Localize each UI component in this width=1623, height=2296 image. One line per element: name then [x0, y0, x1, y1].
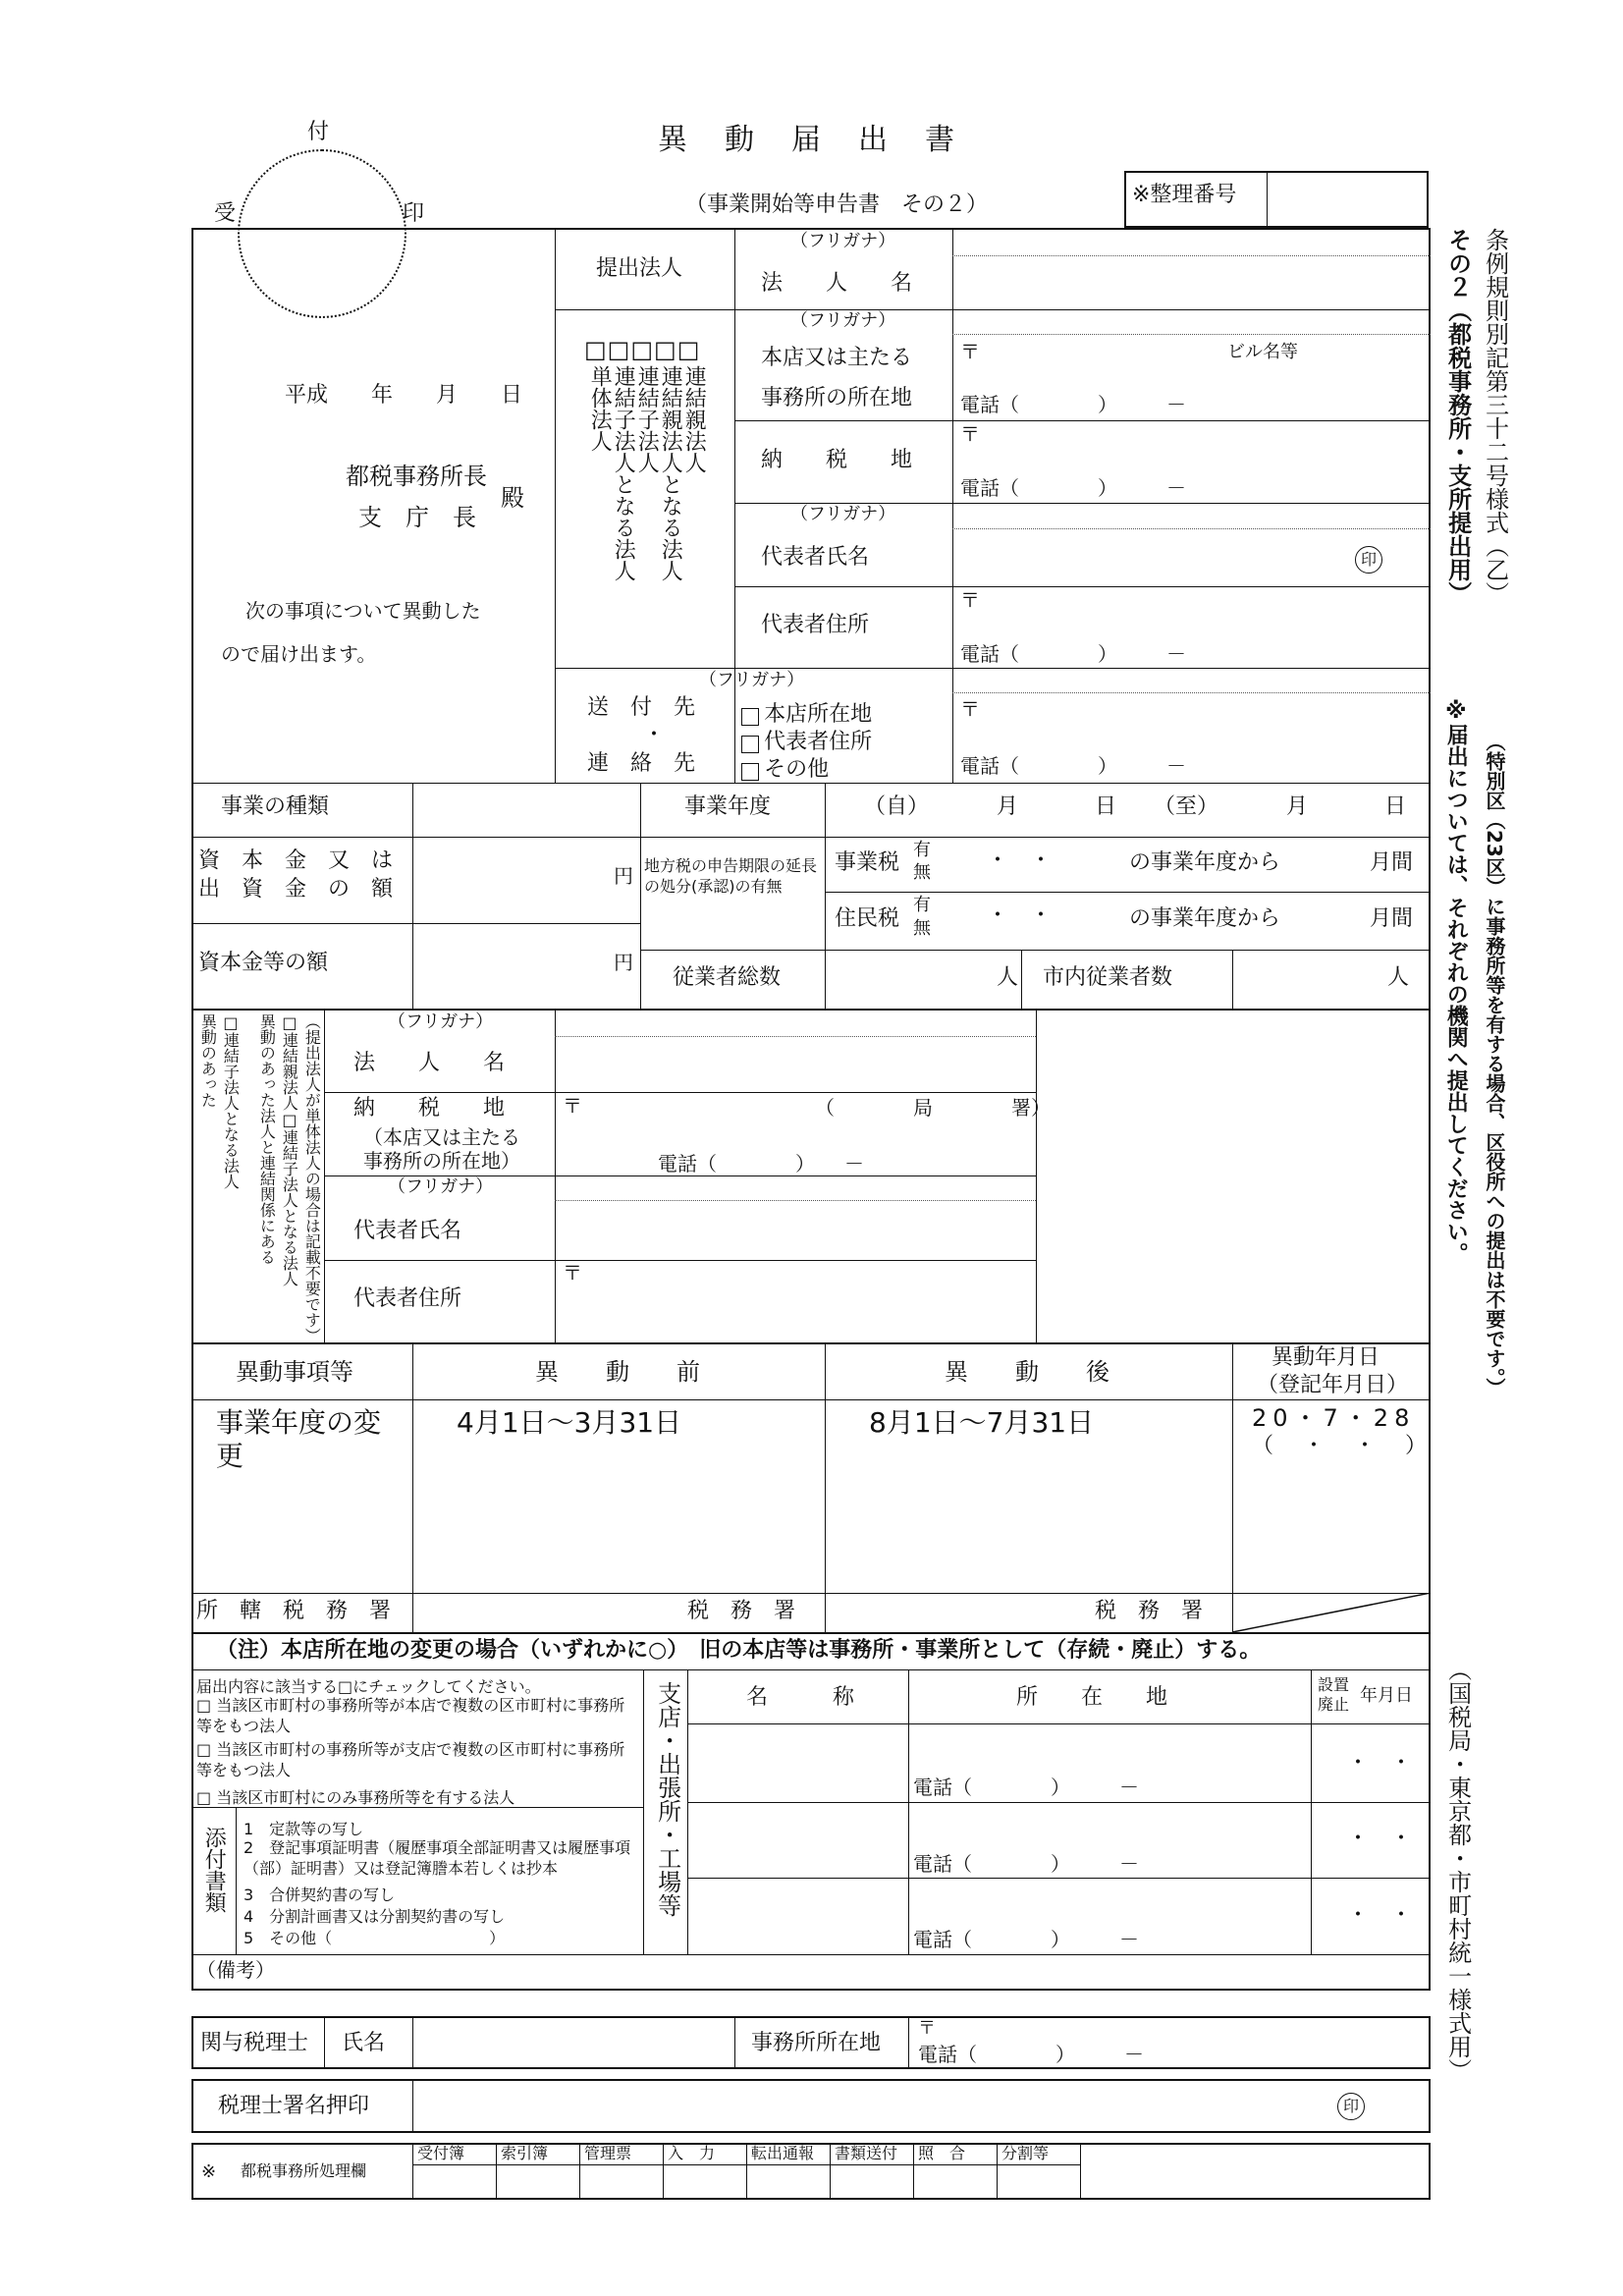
corp-type-checkboxes[interactable]: □□□□□ [584, 336, 701, 363]
tax-accountant-office-label: 事務所所在地 [751, 2031, 882, 2055]
stamp-left-label: 受 [214, 201, 237, 226]
branch-ymd-label: 年月日 [1360, 1685, 1413, 1706]
check-option-1[interactable]: □ 当該区市町村の事務所等が本店で複数の区市町村に事務所等をもつ法人 [196, 1696, 625, 1735]
side-note-text: ※届出については、それぞれの機関へ提出してください。 [1443, 699, 1469, 1264]
page-subtitle: （事業開始等申告書 その２） [685, 192, 989, 217]
tax-accountant-phone[interactable]: 電話（ ） － [918, 2043, 1144, 2066]
related-bureau: （ 局 署） [815, 1096, 1051, 1120]
hq-change-note: （注）本店所在地の変更の場合（いずれかに○） 旧の本店等は事務所・事業所として（存続・廃止）する。 [216, 1638, 1262, 1663]
tax-office-after-suffix: 税 務 署 [1095, 1599, 1204, 1623]
remarks-label[interactable]: （備考） [196, 1958, 275, 1982]
contact-label: 連 絡 先 [587, 751, 696, 776]
res-tax-yes[interactable]: 有 [913, 895, 931, 915]
attach-item-3: 3 合併契約書の写し [243, 1886, 396, 1904]
rep-addr-phone[interactable]: 電話（ ） － [960, 642, 1186, 666]
related-postal: 〒 [563, 1094, 582, 1118]
furigana-label-4: （フリガナ） [699, 670, 805, 690]
side-purpose-text: その２（都税事務所・支所提出用） [1443, 228, 1472, 605]
tax-accountant-sign-row [191, 2079, 1431, 2133]
office-chief-label: 都税事務所長 [346, 463, 487, 490]
related-side-note-3: 異動のあった法人と連結関係にある [257, 1013, 277, 1265]
biz-tax-no[interactable]: 無 [913, 862, 931, 883]
proc-col-2: 索引簿 [501, 2144, 549, 2162]
corp-type-child: 連結子法人 [634, 365, 660, 473]
branch-date-2[interactable]: ・ ・ [1347, 1827, 1413, 1851]
fiscal-to: （至） [1154, 794, 1219, 819]
change-date-value[interactable]: 20・7・28 [1252, 1404, 1416, 1432]
send-option-hq[interactable]: 本店所在地 [741, 697, 872, 728]
change-item-value[interactable]: 事業年度の変更 [216, 1406, 382, 1472]
related-furigana-2: （フリガナ） [388, 1176, 494, 1197]
rep-seal-mark: 印 [1355, 546, 1382, 574]
fiscal-from: （自） [864, 794, 930, 819]
corp-type-parent: 連結親法人 [681, 365, 707, 473]
capital-etc-yen: 円 [614, 951, 633, 974]
change-item-header: 異動事項等 [236, 1358, 353, 1386]
send-postal: 〒 [960, 697, 980, 721]
res-tax-label: 住民税 [835, 906, 900, 931]
related-side-note-5: 異動のあった [198, 1013, 218, 1108]
city-employees-unit: 人 [1387, 965, 1410, 990]
related-tax-place-label: 納 税 地 [353, 1096, 506, 1121]
corp-type-parent-to-be: 連結親法人となる法人 [658, 365, 683, 581]
submission-date[interactable]: 平成 年 月 日 [285, 383, 523, 408]
furigana-label-3: （フリガナ） [790, 504, 896, 524]
tax-place-label: 納 税 地 [761, 448, 913, 472]
rep-name-label: 代表者氏名 [761, 545, 870, 570]
proc-col-7: 照 合 [918, 2144, 966, 2162]
branch-name-header: 名 称 [746, 1685, 855, 1710]
fiscal-to-day: 日 [1384, 794, 1407, 819]
attach-item-1: 1 定款等の写し [243, 1820, 364, 1838]
tax-place-phone[interactable]: 電話（ ） － [960, 476, 1186, 500]
branch-chief-label: 支 庁 長 [358, 504, 476, 531]
tax-accountant-name-label: 氏名 [342, 2031, 386, 2055]
tax-place-postal: 〒 [960, 422, 980, 446]
branch-date-1[interactable]: ・ ・ [1347, 1751, 1413, 1776]
stamp-top-label: 付 [307, 120, 330, 144]
capital-label-1: 資 本 金 又 は [198, 848, 394, 873]
branch-phone-2[interactable]: 電話（ ） － [913, 1852, 1139, 1876]
hq-phone[interactable]: 電話（ ） － [960, 393, 1186, 416]
submitter-label: 提出法人 [596, 256, 683, 281]
res-tax-no[interactable]: 無 [913, 918, 931, 939]
branch-setup-label: 設置 [1318, 1675, 1350, 1694]
check-intro: 届出内容に該当する□にチェックしてください。 [196, 1677, 541, 1696]
proc-col-4: 入 力 [668, 2144, 716, 2162]
capital-yen: 円 [614, 864, 633, 888]
tax-office-diagonal [1232, 1593, 1431, 1632]
res-tax-from-year: の事業年度から [1129, 906, 1281, 931]
change-date-reg-value[interactable]: （ ・ ・ ） [1252, 1434, 1432, 1458]
notice-line-2: ので届け出ます。 [221, 642, 377, 666]
corp-name-label: 法 人 名 [761, 271, 913, 296]
attach-item-2: 2 登記事項証明書（履歴事項全部証明書又は履歴事項（部）証明書）又は登記簿謄本若しくは抄本 [243, 1838, 631, 1878]
check-option-3[interactable]: □ 当該区市町村にのみ事務所等を有する法人 [196, 1788, 515, 1807]
related-side-note-1: （提出法人が単体法人の場合は記載不要です） [302, 1013, 322, 1343]
proc-col-3: 管理票 [584, 2144, 632, 2162]
attach-label: 添付書類 [201, 1827, 227, 1913]
change-after-header: 異 動 後 [945, 1358, 1109, 1386]
furigana-label-1: （フリガナ） [790, 231, 896, 251]
tax-accountant-postal: 〒 [918, 2018, 936, 2039]
building-label: ビル名等 [1227, 342, 1298, 362]
proc-col-5: 転出通報 [751, 2144, 815, 2162]
biz-tax-dots: ・ ・ [987, 848, 1053, 873]
corp-type-single: 単体法人 [587, 365, 613, 452]
related-rep-addr-label: 代表者住所 [353, 1286, 462, 1311]
side-special-text: （特別区（23区）に事務所等を有する場合、区役所への提出は不要です。） [1483, 732, 1506, 1397]
page-title: 異 動 届 出 書 [658, 123, 958, 157]
extension-label: 地方税の申告期限の延長の処分(承認)の有無 [644, 856, 818, 896]
stamp-right-label: 印 [403, 201, 425, 226]
tax-office-label: 所 轄 税 務 署 [196, 1599, 392, 1623]
rep-addr-label: 代表者住所 [761, 613, 870, 637]
related-hq-2: 事務所の所在地） [363, 1149, 520, 1173]
attach-item-4: 4 分割計画書又は分割契約書の写し [243, 1907, 506, 1926]
send-option-rep[interactable]: 代表者住所 [741, 725, 872, 755]
biz-tax-months: 月間 [1370, 850, 1414, 875]
capital-label-2: 出 資 金 の 額 [198, 877, 394, 902]
reference-number-label: ※整理番号 [1132, 183, 1237, 207]
proc-col-1: 受付簿 [417, 2144, 465, 2162]
branch-abolish-label: 廃止 [1318, 1695, 1350, 1714]
change-before-header: 異 動 前 [535, 1358, 700, 1386]
biz-tax-yes[interactable]: 有 [913, 840, 931, 860]
processing-label: 都税事務所処理欄 [241, 2161, 367, 2180]
processing-mark: ※ [201, 2161, 217, 2182]
hq-label-2: 事務所の所在地 [761, 386, 913, 410]
related-rep-name-label: 代表者氏名 [353, 1219, 462, 1243]
fiscal-from-day: 日 [1095, 794, 1117, 819]
res-tax-dots: ・ ・ [987, 903, 1053, 928]
check-option-2[interactable]: □ 当該区市町村の事務所等が支店で複数の区市町村に事務所等をもつ法人 [196, 1740, 625, 1779]
branch-label: 支店・出張所・工場等 [653, 1681, 681, 1917]
branch-location-header: 所 在 地 [1016, 1685, 1168, 1710]
change-after-value[interactable]: 8月1日～7月31日 [869, 1406, 1095, 1439]
branch-phone-1[interactable]: 電話（ ） － [913, 1776, 1139, 1799]
rep-addr-postal: 〒 [960, 588, 980, 612]
employees-unit: 人 [997, 965, 1019, 990]
change-date-header-2: （登記年月日） [1257, 1373, 1409, 1397]
biz-type-label: 事業の種類 [221, 794, 330, 819]
biz-tax-from-year: の事業年度から [1129, 850, 1281, 875]
change-before-value[interactable]: 4月1日～3月31日 [457, 1406, 682, 1439]
send-phone[interactable]: 電話（ ） － [960, 754, 1186, 778]
res-tax-months: 月間 [1370, 906, 1414, 931]
proc-col-6: 書類送付 [835, 2144, 898, 2162]
dono-label: 殿 [501, 484, 524, 512]
biz-tax-label: 事業税 [835, 850, 900, 875]
sign-seal-label: 税理士署名押印 [218, 2094, 370, 2118]
related-corp-name-label: 法 人 名 [353, 1051, 506, 1075]
send-option-other[interactable]: その他 [741, 752, 829, 783]
proc-col-8: 分割等 [1001, 2144, 1050, 2162]
hq-label-1: 本店又は主たる [761, 346, 913, 370]
send-dot: ・ [643, 723, 666, 747]
send-label: 送 付 先 [587, 695, 696, 720]
fiscal-year-label: 事業年度 [684, 794, 772, 819]
branch-date-3[interactable]: ・ ・ [1347, 1903, 1413, 1928]
employees-label: 従業者総数 [673, 965, 782, 990]
city-employees-label: 市内従業者数 [1043, 965, 1173, 990]
related-rep-postal: 〒 [563, 1261, 582, 1285]
corp-type-child-to-be: 連結子法人となる法人 [611, 365, 636, 581]
related-phone[interactable]: 電話（ ） － [658, 1152, 864, 1175]
side-rule-text: 条例規則別記第三十二号様式（乙） [1481, 228, 1509, 605]
tax-accountant-label: 関与税理士 [200, 2031, 309, 2055]
sign-seal-mark: 印 [1337, 2093, 1365, 2120]
branch-phone-3[interactable]: 電話（ ） － [913, 1928, 1139, 1951]
hq-postal: 〒 [960, 340, 980, 363]
related-furigana-1: （フリガナ） [388, 1011, 494, 1032]
notice-line-1: 次の事項について異動した [245, 599, 481, 623]
related-side-note-2: □連結親法人□連結子法人となる法人 [280, 1013, 299, 1286]
fiscal-to-month: 月 [1286, 794, 1309, 819]
tax-office-before-suffix: 税 務 署 [687, 1599, 796, 1623]
change-date-header-1: 異動年月日 [1271, 1345, 1380, 1370]
fiscal-from-month: 月 [997, 794, 1019, 819]
capital-etc-label: 資本金等の額 [198, 951, 329, 975]
related-hq-1: （本店又は主たる [363, 1125, 520, 1149]
related-side-note-4: □連結子法人となる法人 [221, 1013, 241, 1189]
furigana-label-2: （フリガナ） [790, 310, 896, 331]
side-unified-text: （国税局・東京都・市町村統一様式用） [1443, 1658, 1472, 2082]
attach-item-5: 5 その他（ ） [243, 1929, 506, 1947]
